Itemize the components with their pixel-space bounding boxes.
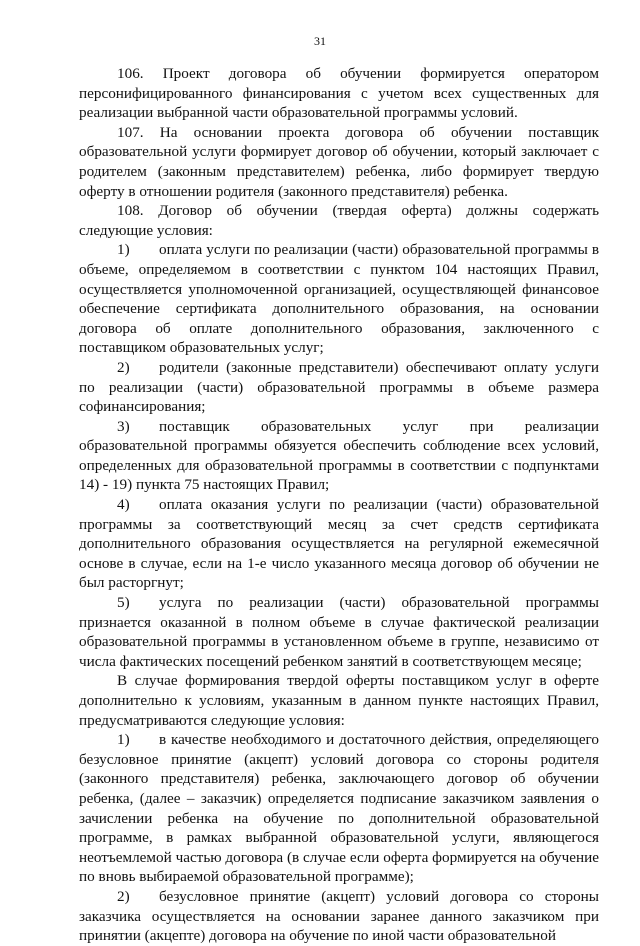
condition-text: оплата услуги по реализации (части) образовательной программы в объеме, определяемом в соответствии с пунктом 104 настоящих Правил, осуществляется уполномоченной организацией, осуществляющей финансовое обеспечение сертификата дополнительного образования, на основании договора об оплате дополнительного образования, заключенного с поставщиком образовательных услуг;	[79, 241, 599, 357]
condition-item	[79, 417, 599, 495]
offer-condition-number: 1)	[117, 731, 130, 749]
condition-text: оплата оказания услуги по реализации (части) образовательной программы за соответствующий месяц за счет средств сертификата дополнительного образования осуществляется на регулярной ежемесячной основе в случае, если на 1-е число указанного месяца договор об обучении не был расторгнут;	[79, 496, 599, 592]
condition-item	[79, 593, 599, 671]
condition-text: родители (законные представители) обеспечивают оплату услуги по реализации (части) образовательной программы в объеме размера софинансирования;	[79, 358, 599, 416]
offer-condition-number: 2)	[117, 887, 130, 905]
offer-condition-item	[79, 887, 599, 946]
condition-number: 3)	[117, 417, 130, 435]
paragraph-108: 108. Договор об обучении (твердая оферта) должны содержать следующие условия:	[79, 202, 599, 239]
condition-number: 1)	[117, 241, 130, 259]
offer-intro-paragraph: В случае формирования твердой оферты поставщиком услуг в оферте дополнительно к условиям, указанным в данном пункте настоящих Правил, предусматриваются следующие условия:	[79, 672, 599, 729]
condition-text: поставщик образовательных услуг при реализации образовательной программы обязуется обеспечить соблюдение всех условий, определенных для образовательной программы в соответствии с подпунктами 14) - 19) пункта 75 настоящих Правил;	[79, 417, 599, 494]
page-number: 31	[314, 34, 326, 48]
condition-item	[79, 358, 599, 417]
condition-item	[79, 240, 599, 358]
condition-text: услуга по реализации (части) образовательной программы признается оказанной в полном объеме в случае фактической реализации образовательной программы в установленном объеме в группе, независимо от числа фактических посещений ребенком занятий в соответствующем месяце;	[79, 594, 599, 670]
condition-item	[79, 495, 599, 593]
paragraph-107: 107. На основании проекта договора об обучении поставщик образовательной услуги формирует договор об обучении, который заключает с родителем (законным представителем) ребенка, либо формирует твердую оферту в отношении родителя (законного представителя) ребенка.	[79, 123, 599, 200]
document-body	[79, 64, 599, 946]
offer-condition-item	[79, 730, 599, 887]
offer-condition-text: безусловное принятие (акцепт) условий договора со стороны заказчика осуществляется на основании заранее данного заказчиком при принятии (акцепте) договора на обучение по иной части образовательной	[79, 887, 599, 945]
offer-condition-text: в качестве необходимого и достаточного действия, определяющего безусловное принятие (акцепт) условий договора со стороны родителя (законного представителя) ребенка, заключающего договор об обучении ребенка, (далее – заказчик) определяется подписание заказчиком заявления о зачислении ребенка на обучение по дополнительной образовательной программе, в рамках выбранной образовательной услуги, являющегося неотъемлемой частью договора (в случае если оферта формируется на обучение по вновь выбираемой образовательной программе);	[79, 731, 599, 886]
condition-number: 4)	[117, 496, 130, 514]
paragraph-106: 106. Проект договора об обучении формируется оператором персонифицированного финансирования с учетом всех существенных для реализации выбранной части образовательной программы условий.	[79, 65, 599, 122]
condition-number: 5)	[117, 594, 130, 612]
condition-number: 2)	[117, 358, 130, 376]
